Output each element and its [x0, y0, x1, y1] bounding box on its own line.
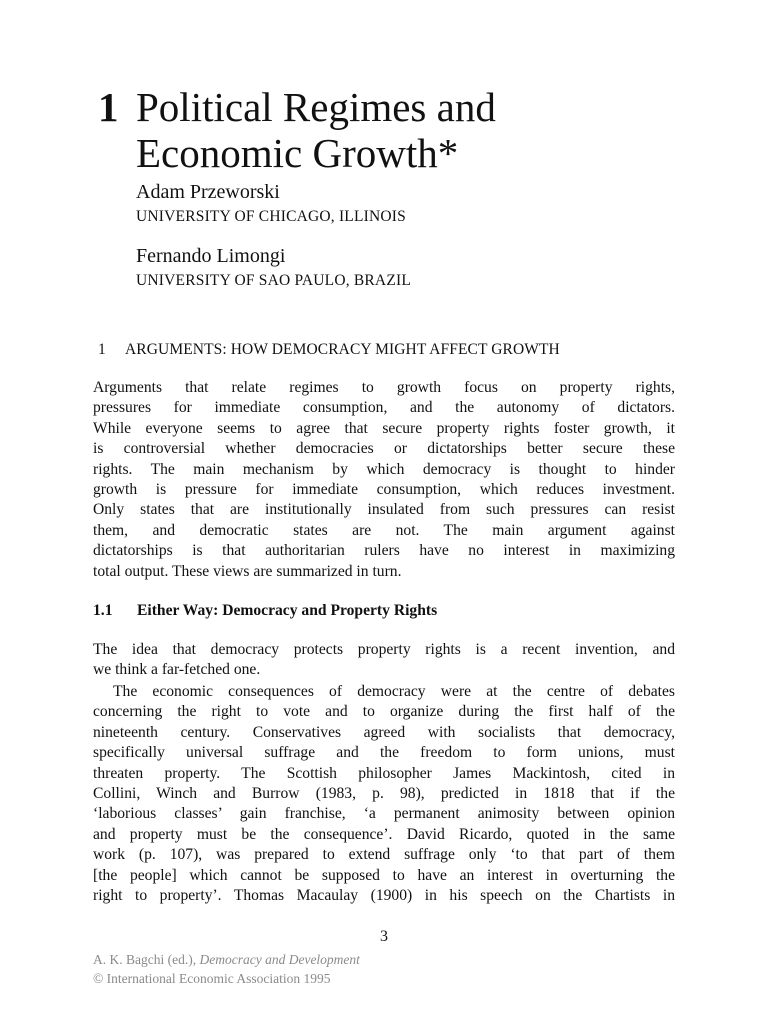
paragraph-1: [93, 640, 675, 681]
text-line: and property must be the consequence’. David Ricardo, quoted in the same: [93, 825, 675, 843]
author-2: [136, 244, 696, 291]
footer: [93, 950, 360, 988]
chapter-title-line-1: 1 Political Regimes and: [98, 84, 496, 130]
text-line: rights. The main mechanism by which democracy is thought to hinder: [93, 460, 675, 478]
text-line: Arguments that relate regimes to growth focus on property rights,: [93, 379, 675, 396]
author-name: Adam Przeworski: [136, 181, 280, 203]
page-number: 3: [380, 928, 388, 945]
text-line: right to property’. Thomas Macaulay (1900) in his speech on the Chartists in: [93, 887, 675, 905]
text-line: growth is pressure for immediate consumption, which reduces investment.: [93, 481, 675, 499]
footer-copyright: © International Economic Association 1995: [93, 971, 331, 986]
text-line: is controversial whether democracies or dictatorships better secure these: [93, 440, 675, 458]
author-affiliation: UNIVERSITY OF SAO PAULO, BRAZIL: [136, 272, 412, 289]
text-line: Only states that are institutionally insulated from such pressures can resist: [93, 501, 675, 519]
footer-citation: [93, 950, 360, 969]
text-line: work (p. 107), was prepared to extend suffrage only ‘to that part of them: [93, 846, 675, 864]
text-line: While everyone seems to agree that secure property rights foster growth, it: [93, 419, 675, 437]
footer-editor: A. K. Bagchi (ed.),: [93, 952, 197, 967]
text-line: them, and democratic states are not. The main argument against: [93, 521, 675, 539]
section-title: ARGUMENTS: HOW DEMOCRACY MIGHT AFFECT GROWTH: [125, 341, 560, 358]
text-line: specifically universal suffrage and the freedom to form unions, must: [93, 744, 675, 762]
chapter-number: 1: [98, 84, 119, 130]
chapter-title: [98, 84, 718, 176]
chapter-title-line-2: Economic Growth*: [136, 130, 459, 176]
text-line: ‘laborious classes’ gain franchise, ‘a permanent animosity between opinion: [93, 805, 675, 823]
intro-paragraph: [93, 378, 675, 582]
text-line: pressures for immediate consumption, and the autonomy of dictators.: [93, 399, 675, 417]
text-line: we think a far-fetched one.: [93, 661, 261, 679]
text-line: [the people] which cannot be supposed to have an interest in overturning the: [93, 866, 675, 884]
text-line: threaten property. The Scottish philosopher James Mackintosh, cited in: [93, 764, 675, 782]
text-line: dictatorships is that authoritarian rulers have no interest in maximizing: [93, 542, 675, 560]
subsection-number: 1.1: [93, 602, 113, 619]
text-line: nineteenth century. Conservatives agreed with socialists that democracy,: [93, 723, 675, 741]
paragraph-2: [93, 682, 675, 906]
author-1: [136, 180, 696, 227]
footer-book-title: Democracy and Development: [199, 952, 360, 967]
subsection-title: Either Way: Democracy and Property Rights: [137, 602, 438, 619]
text-line: The economic consequences of democracy were at the centre of debates: [113, 683, 675, 700]
text-line: total output. These views are summarized in turn.: [93, 562, 402, 580]
section-number: 1: [98, 341, 106, 358]
text-line: The idea that democracy protects property rights is a recent invention, and: [93, 641, 675, 658]
section-heading: [98, 340, 560, 360]
text-line: Collini, Winch and Burrow (1983, p. 98), predicted in 1818 that if the: [93, 785, 675, 803]
subsection-heading: [93, 601, 437, 621]
text-line: concerning the right to vote and to organize during the first half of the: [93, 703, 675, 721]
author-name: Fernando Limongi: [136, 245, 286, 267]
author-affiliation: UNIVERSITY OF CHICAGO, ILLINOIS: [136, 208, 406, 225]
